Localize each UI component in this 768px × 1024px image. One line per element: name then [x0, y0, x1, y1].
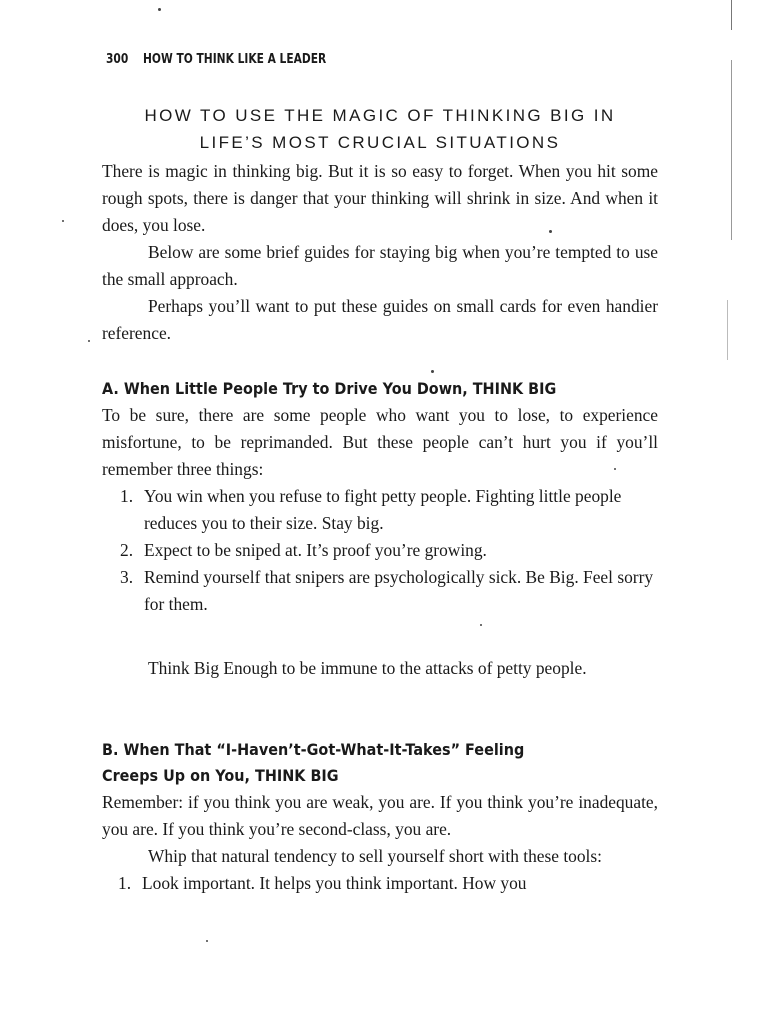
book-title: HOW TO THINK LIKE A LEADER [143, 52, 327, 67]
section-b-list [102, 870, 658, 897]
list-item [120, 483, 658, 537]
scan-speck [431, 370, 434, 373]
section-a-intro: To be sure, there are some people who want you to lose, to experience misfortune, to be reprimanded. But these people can’t hurt you if you’ll remember three things: [102, 405, 658, 479]
list-item-text: Expect to be sniped at. It’s proof you’re growing. [144, 540, 487, 560]
section-b-heading-line-1: B. When That “I-Haven’t-Got-What-It-Takes” Feeling [102, 740, 525, 759]
scan-speck [62, 220, 64, 222]
list-item-number: 1. [120, 486, 134, 506]
section-a [102, 376, 658, 618]
list-item-text: You win when you refuse to fight petty people. Fighting little people reduces you to their size. Stay big. [144, 486, 622, 533]
section-b-paragraph-2: Whip that natural tendency to sell yourself short with these tools: [148, 846, 602, 866]
section-b-paragraph-1: Remember: if you think you are weak, you are. If you think you’re inadequate, you are. If you think you’re second-class, you are. [102, 792, 658, 839]
chapter-title [100, 102, 660, 156]
section-a-closing-paragraph: Think Big Enough to be immune to the attacks of petty people. [148, 658, 587, 678]
section-b-heading-line-2: Creeps Up on You, THINK BIG [102, 766, 339, 785]
scan-speck [88, 340, 90, 342]
scan-edge-line [727, 300, 728, 360]
scan-speck [480, 624, 482, 626]
list-item-number: 2. [120, 540, 134, 560]
intro-paragraph-1: There is magic in thinking big. But it is so easy to forget. When you hit some rough spots, there is danger that your thinking will shrink in size. And when it does, you lose. [102, 161, 658, 235]
scan-speck [614, 468, 616, 470]
chapter-title-line-2: LIFE’S MOST CRUCIAL SITUATIONS [199, 133, 561, 152]
intro-paragraph-2: Below are some brief guides for staying big when you’re tempted to use the small approach. [102, 242, 658, 289]
running-head [106, 52, 326, 67]
scan-speck [549, 230, 552, 233]
section-b [102, 737, 658, 897]
intro-block [102, 158, 658, 347]
scan-speck [206, 940, 208, 942]
section-a-list [102, 483, 658, 618]
list-item [120, 537, 658, 564]
list-item-text: Remind yourself that snipers are psychologically sick. Be Big. Feel sorry for them. [144, 567, 654, 614]
list-item-text: Look important. It helps you think important. How you [142, 873, 527, 893]
page-number: 300 [106, 52, 129, 67]
scan-edge-line [731, 60, 732, 240]
list-item-number: 3. [120, 567, 134, 587]
scan-speck [158, 8, 161, 11]
section-a-closing [102, 655, 658, 682]
list-item [120, 564, 658, 618]
scan-edge-line [731, 0, 732, 30]
intro-paragraph-3: Perhaps you’ll want to put these guides on small cards for even handier reference. [102, 296, 658, 343]
list-item-number: 1. [118, 873, 132, 893]
chapter-title-line-1: HOW TO USE THE MAGIC OF THINKING BIG IN [144, 106, 616, 125]
section-a-heading: A. When Little People Try to Drive You Down, THINK BIG [102, 379, 557, 398]
list-item [118, 870, 658, 897]
